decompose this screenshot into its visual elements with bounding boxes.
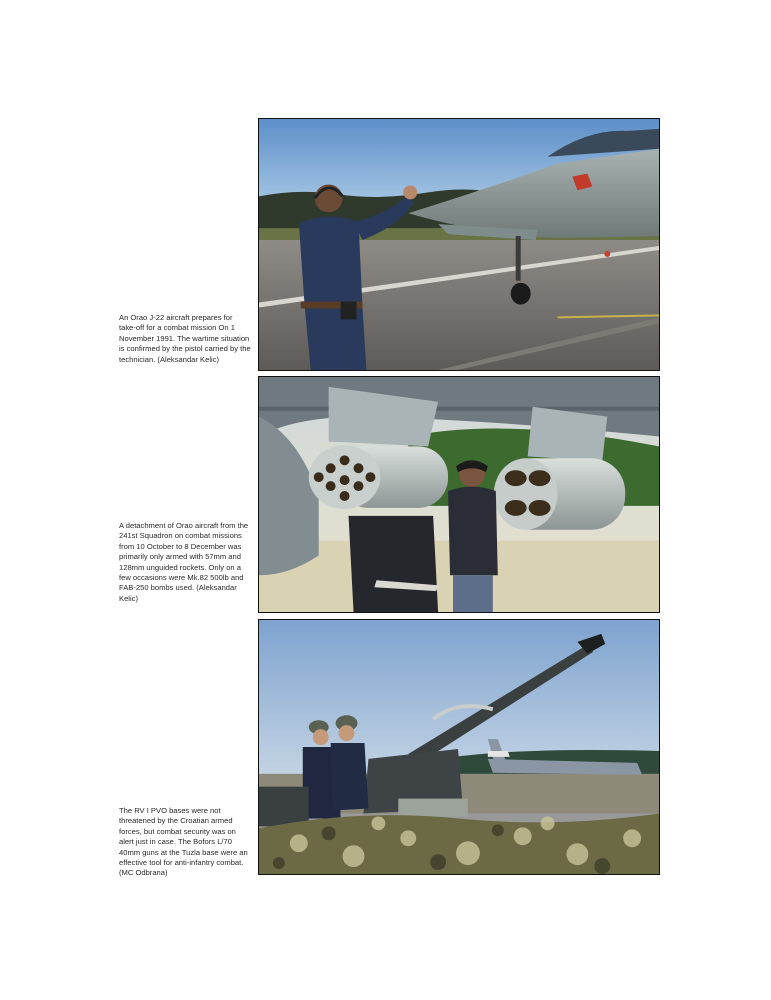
caption-rocket-pods: A detachment of Orao aircraft from the 241st Squadron on combat missions from 10 October to 8 December was primarily only armed with 57mm and 128mm unguided rockets. Only on a few occasions were Mk.82 500lb and FAB-250 bombs used. (Aleksandar Kelic): [119, 521, 249, 603]
photo-rocket-pods: [258, 376, 660, 613]
photo-orao-takeoff: [258, 118, 660, 371]
caption-bofors-gun: The RV I PVO bases were not threatened by the Croatian armed forces, but combat security was on alert just in case. The Bofors L/70 40mm guns at the Tuzla base were an effective tool for anti-infantry combat. (MC Odbrana): [119, 806, 248, 878]
photo-bofors-gun: [258, 619, 660, 875]
photo-orao-takeoff-image: [259, 119, 659, 370]
photo-rocket-pods-image: [259, 377, 659, 612]
caption-orao-takeoff: An Orao J-22 aircraft prepares for take-off for a combat mission On 1 November 1991. The wartime situation is confirmed by the pistol carried by the technician. (Aleksandar Kelic): [119, 313, 251, 364]
photo-bofors-gun-image: [259, 620, 659, 874]
